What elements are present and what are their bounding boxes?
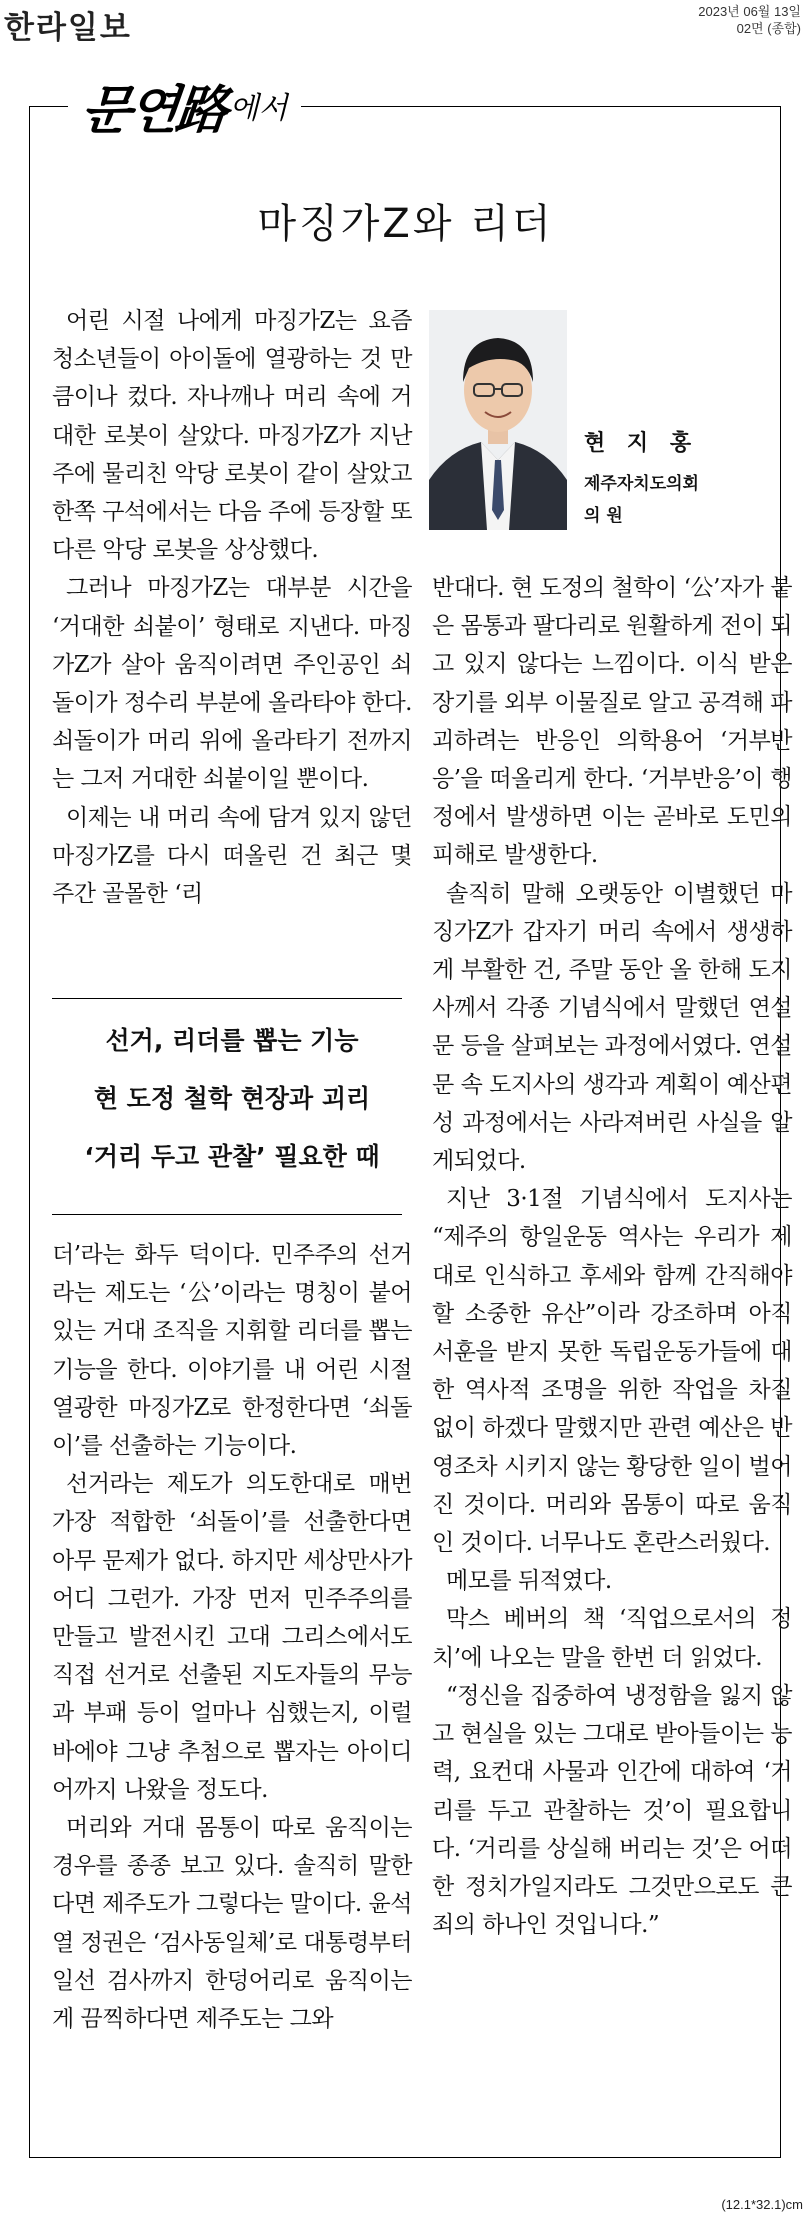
paragraph: 반대다. 현 도정의 철학이 ‘公’자가 붙은 몸통과 팔다리로 원활하게 전이 되고 있지 않다는 느낌이다. 이식 받은 장기를 외부 이물질로 알고 공격해 파괴하려는 반응인 의학용어 ‘거부반응’을 떠올리게 한다. ‘거부반응’이 행정에서 발생하면 이는 곧바로 도민의 피해로 발생한다.	[432, 575, 792, 869]
subhead-rule-top	[52, 998, 402, 999]
author-title	[584, 468, 774, 532]
body-column-left-top	[52, 302, 412, 913]
subhead: 현 도정 철학 현장과 괴리	[93, 1084, 371, 1113]
paragraph: 그러나 마징가Z는 대부분 시간을 ‘거대한 쇠붙이’ 형태로 지낸다. 마징가Z가 살아 움직이려면 주인공인 쇠돌이가 정수리 부분에 올라타야 한다. 쇠돌이가 머리 위에 올라타기 전까지는 그저 거대한 쇠붙이일 뿐이다.	[52, 575, 412, 793]
publication-date: 2023년 06월 13일	[698, 4, 801, 19]
author-position: 의 원	[584, 506, 623, 526]
subhead-rule-bottom	[52, 1214, 402, 1215]
subhead: ‘거리 두고 관찰’ 필요한 때	[84, 1142, 380, 1171]
body-column-left-bottom	[52, 1236, 412, 2038]
body-column-right	[432, 569, 792, 1944]
paragraph: 지난 3·1절 기념식에서 도지사는 “제주의 항일운동 역사는 우리가 제대로 인식하고 후세와 함께 간직해야할 소중한 유산”이라 강조하며 아직 서훈을 받지 못한 독립운동가들에 대한 역사적 조명을 위한 작업을 차질 없이 하겠다 말했지만 관련 예산은 반영조차 시키지 않는 황당한 일이 벌어진 것이다. 머리와 몸통이 따로 움직인 것이다. 너무나도 혼란스러웠다.	[432, 1186, 792, 1557]
paragraph: 머리와 거대 몸통이 따로 움직이는 경우를 종종 보고 있다. 솔직히 말한다면 제주도가 그렇다는 말이다. 윤석열 정권은 ‘검사동일체’로 대통령부터 일선 검사까지 한덩어리로 움직이는게 끔찍하다면 제주도는 그와	[52, 1815, 413, 2033]
paragraph: 솔직히 말해 오랫동안 이별했던 마징가Z가 갑자기 머리 속에서 생생하게 부활한 건, 주말 동안 올 한해 도지사께서 각종 기념식에서 말했던 연설문 등을 살펴보는 과정에서였다. 연설문 속 도지사의 생각과 계획이 예산편성 과정에서는 사라져버린 사실을 알게되었다.	[432, 880, 792, 1175]
paragraph: “정신을 집중하여 냉정함을 잃지 않고 현실을 있는 그대로 받아들이는 능력, 요컨대 사물과 인간에 대하여 ‘거리를 두고 관찰하는 것’이 필요합니다. ‘거리를 상실해 버리는 것’은 어떠한 정치가일지라도 그것만으로도 큰 죄의 하나인 것입니다.”	[432, 1682, 792, 1939]
rubric-suffix: 에서	[229, 91, 288, 126]
paragraph: 선거라는 제도가 의도한대로 매번 가장 적합한 ‘쇠돌이’를 선출한다면 아무 문제가 없다. 하지만 세상만사가 어디 그런가. 가장 먼저 민주주의를 만들고 발전시킨 고대 그리스에서도 직접 선거로 선출된 지도자들의 무능과 부패 등이 얼마나 심했는지, 이럴 바에야 그냥 추첨으로 뽑자는 아이디어까지 나왔을 정도다.	[52, 1471, 412, 1803]
subhead: 선거, 리더를 뽑는 기능	[105, 1026, 359, 1055]
author-portrait-icon	[429, 310, 567, 530]
newspaper-masthead: 한라일보	[4, 10, 132, 46]
paragraph: 메모를 뒤적였다.	[446, 1568, 612, 1595]
paragraph: 더’라는 화두 덕이다. 민주주의 선거라는 제도는 ‘公’이라는 명칭이 붙어 있는 거대 조직을 지휘할 리더를 뽑는 기능을 한다. 이야기를 내 어린 시절 열광한 마징가Z로 한정한다면 ‘쇠돌이’를 선출하는 기능이다.	[52, 1242, 412, 1460]
paragraph: 이제는 내 머리 속에 담겨 있지 않던 마징가Z를 다시 떠올린 건 최근 몇 주간 골몰한 ‘리	[52, 804, 412, 908]
paragraph: 어린 시절 나에게 마징가Z는 요즘 청소년들이 아이돌에 열광하는 것 만큼이나 컸다. 자나깨나 머리 속에 거대한 로봇이 살았다. 마징가Z가 지난주에 물리친 악당 로봇이 같이 살았고 한쪽 구석에서는 다음 주에 등장할 또 다른 악당 로봇을 상상했다.	[52, 308, 412, 564]
paragraph: 막스 베버의 책 ‘직업으로서의 정치’에 나오는 말을 한번 더 읽었다.	[432, 1606, 792, 1671]
clipping-size: (12.1*32.1)cm	[721, 2197, 803, 2212]
rubric-title: 문연路	[78, 80, 229, 141]
author-name: 현 지 홍	[584, 431, 699, 456]
dateline	[698, 3, 801, 37]
author-photo	[429, 310, 567, 530]
column-rubric	[68, 70, 301, 140]
page-section: 02면 (종합)	[736, 21, 801, 36]
article-headline: 마징가Z와 리더	[257, 201, 554, 247]
author-affiliation: 제주자치도의회	[584, 474, 699, 494]
subheads	[52, 1012, 412, 1186]
